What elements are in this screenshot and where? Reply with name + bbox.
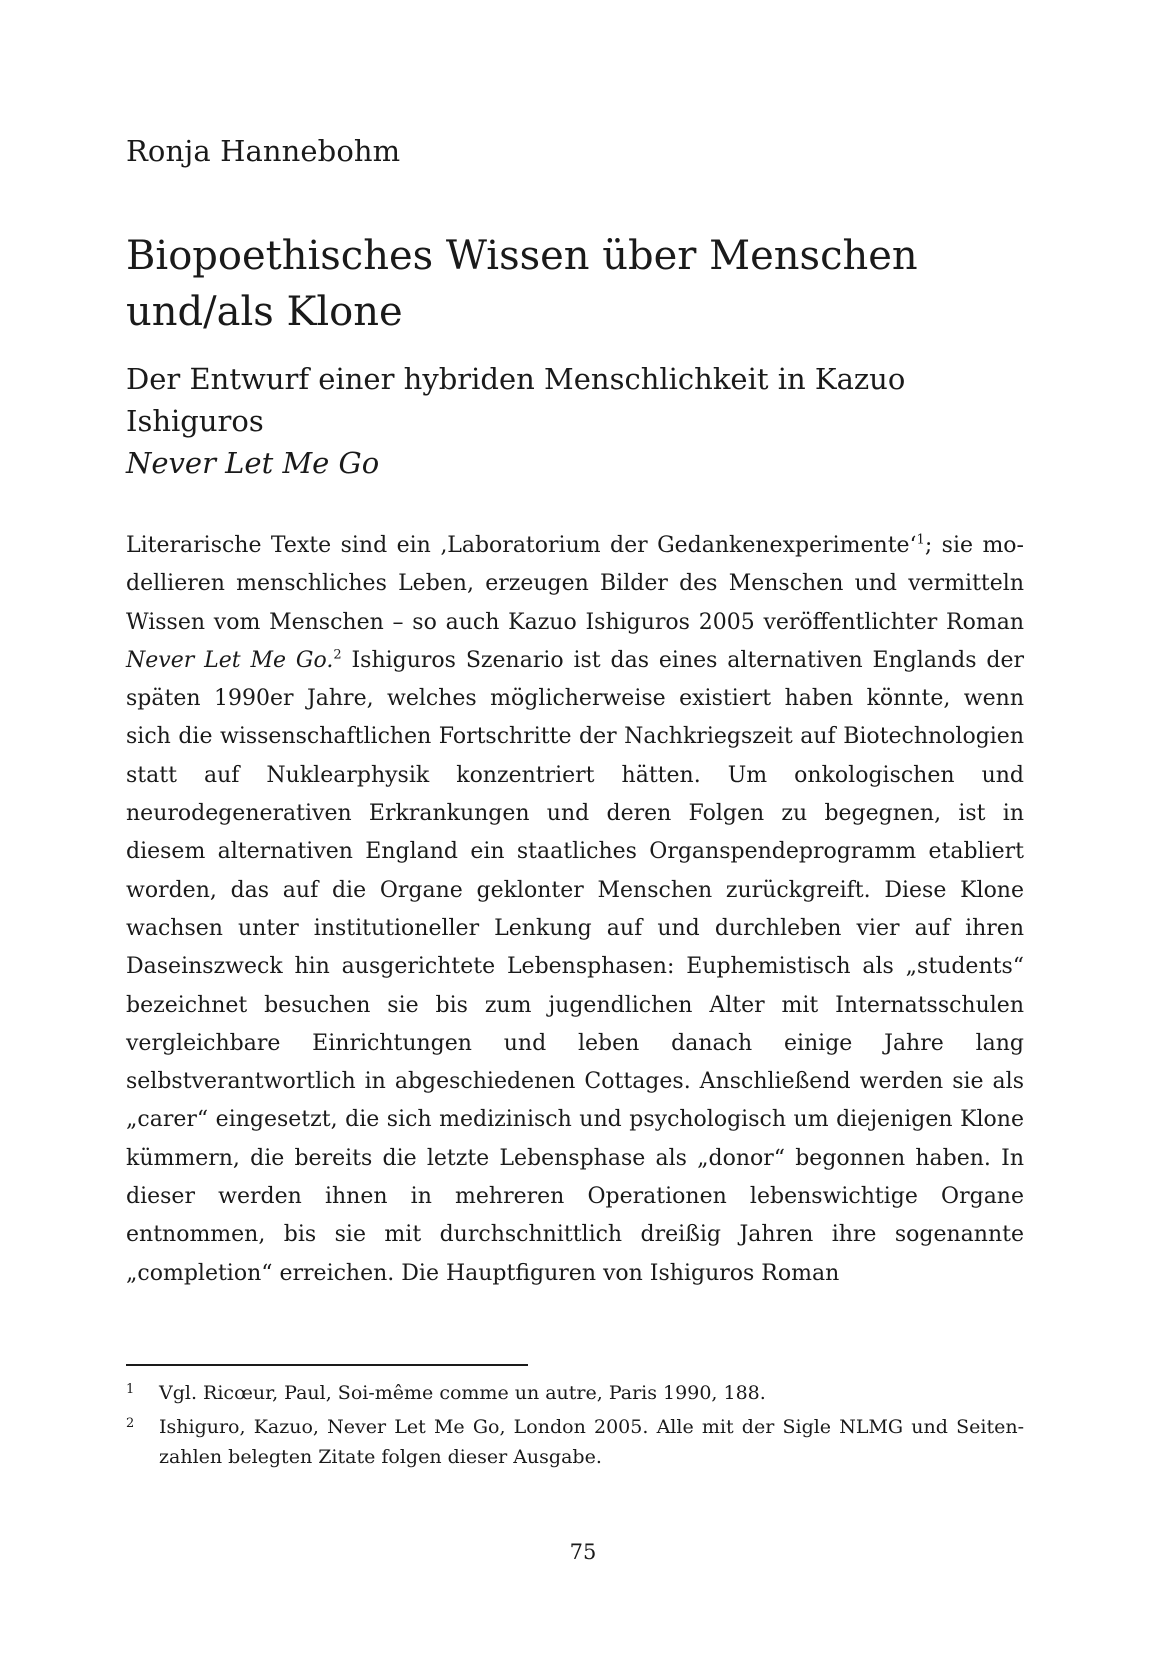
footnote-text: Vgl. Ricœur, Paul, Soi-même comme un autre, Paris 1990, 188. — [159, 1382, 766, 1404]
article-title: Biopoethisches Wissen über Menschen und/als Klone — [126, 233, 918, 335]
footnote-1 — [126, 1378, 1024, 1408]
body-text-part-2: ; sie modellieren menschliches Leben, erzeugen Bilder des Menschen und vermitteln Wissen vom Menschen – so auch Kazuo Ishiguros 2005 veröffentlichter Roman — [126, 533, 1024, 635]
footnote-number: 1 — [126, 1382, 135, 1397]
book-title-italic: Never Let Me Go. — [126, 647, 334, 673]
body-text-part-3: Ishiguros Szenario ist das eines alternativen Englands der späten 1990er Jahre, welches möglicherweise existiert haben könnte, wenn sich die wissenschaftlichen Fortschritte der Nachkriegszeit auf Biotechnologien statt auf Nuklearphysik konzentriert hätten. Um onkologischen und neurodegenerativen Erkrankungen und deren Folgen zu begegnen, ist in diesem alternativen England ein staatliches Organspendeprogramm etabliert worden, das auf die Organe geklonter Menschen zurückgreift. Diese Klone wachsen unter institutioneller Lenkung auf und durchleben vier auf ihren Daseinszweck hin ausgerichtete Lebensphasen: Euphemistisch als „students“ bezeichnet besuchen sie bis zum jugendlichen Alter mit Internatsschulen vergleichbare Einrichtungen und leben danach einige Jahre lang selbstverantwortlich in abgeschiedenen Cottages. Anschließend werden sie als „carer“ eingesetzt, die sich medizinisch und psychologisch um diejenigen Klone kümmern, die bereits die letzte Lebensphase als „donor“ begonnen haben. In dieser werden ihnen in mehreren Operationen lebenswichtige Organe entnommen, bis sie mit durchschnittlich dreißig Jahren ihre sogenannte „completion“ erreichen. Die Hauptfiguren von Ishiguros Roman — [126, 647, 1024, 1286]
author-name: Ronja Hannebohm — [126, 134, 401, 168]
footnote-2 — [126, 1412, 1024, 1472]
article-subtitle — [126, 358, 1046, 484]
body-text-part-1: Literarische Texte sind ein ‚Laboratorium der Gedankenexperimente‘ — [126, 533, 917, 558]
page-number: 75 — [569, 1540, 597, 1564]
footnote-reference-2[interactable]: 2 — [333, 647, 342, 663]
footnote-number: 2 — [126, 1416, 135, 1431]
footnotes-section — [126, 1378, 1024, 1476]
subtitle-italic: Never Let Me Go — [126, 446, 380, 480]
subtitle-main: Der Entwurf einer hybriden Menschlichkeit in Kazuo Ishiguros — [126, 362, 906, 438]
footnote-text: Ishiguro, Kazuo, Never Let Me Go, London 2005. Alle mit der Sigle NLMG und Seitenzahlen belegten Zitate folgen dieser Ausgabe. — [159, 1416, 1024, 1468]
body-paragraph — [126, 527, 1024, 1293]
footnote-reference-1[interactable]: 1 — [916, 532, 925, 548]
footnote-divider — [126, 1364, 528, 1366]
